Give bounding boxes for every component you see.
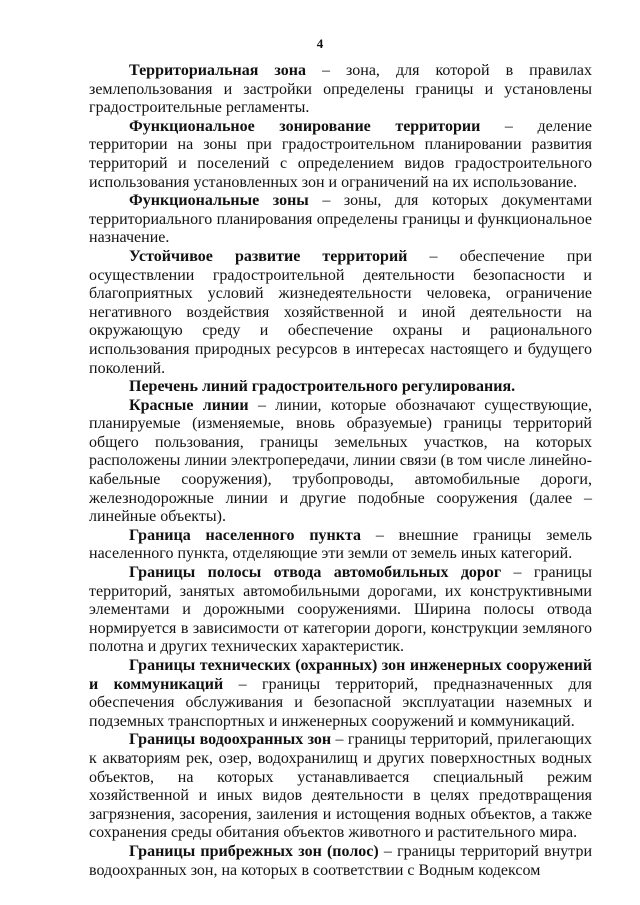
definition: – границы территорий, предназначенных для обеспечения обслуживания и безопасной эксплуатации наземных и подземных транспортных и инженерных сооружений и коммуникаций. — [89, 675, 592, 730]
term: Функциональные зоны — [129, 192, 309, 210]
paragraph-red-lines — [89, 397, 592, 527]
paragraph-sustainable-development — [89, 248, 592, 378]
document-body — [89, 62, 592, 880]
paragraph-functional-zoning — [89, 118, 592, 192]
paragraph-water-protection-zones — [89, 731, 592, 843]
term: Границы водоохранных зон — [129, 731, 332, 749]
heading-text: Перечень линий градостроительного регулирования. — [129, 378, 516, 396]
term: Границы прибрежных зон (полос) — [129, 842, 379, 860]
term: Границы технических (охранных) зон инженерных сооружений и коммуникаций — [89, 657, 592, 693]
page-number: 4 — [316, 36, 324, 51]
paragraph-coastal-zones — [89, 843, 592, 880]
term: Территориальная зона — [129, 62, 306, 79]
paragraph-territorial-zone — [89, 62, 592, 118]
paragraph-settlement-boundary — [89, 527, 592, 564]
definition: – обеспечение при осуществлении градостроительной деятельности безопасности и благоприятных условий жизнедеятельности человека, ограничение негативного воздействия хозяйственной и иной деятельности на окружающую среду и обеспечение охраны и рационального использования природных ресурсов в интересах настоящего и будущего поколений. — [89, 247, 593, 377]
definition: – деление территории на зоны при градостроительном планировании развития территорий и поселений с определением видов градостроительного использования установленных зон и ограничений на их использование. — [89, 117, 592, 191]
definition: – границы территорий, занятых автомобильными дорогами, их конструктивными элементами и дорожными сооружениями. Ширина полосы отвода нормируется в зависимости от категории дороги, конструкции земляного полотна и других технических характеристик. — [89, 564, 592, 656]
term: Функциональное зонирование территории — [129, 117, 481, 135]
paragraph-road-allotment — [89, 564, 592, 657]
definition: – границы территорий внутри водоохранных зон, на которых в соответствии с Водным кодексом — [89, 842, 593, 879]
paragraph-functional-zones — [89, 192, 592, 248]
definition: – границы территорий, прилегающих к акваториям рек, озер, водохранилищ и других поверхностных водных объектов, на которых устанавливается специальный режим хозяйственной и иных видов деятельности в целях предотвращения загрязнения, засорения, заиления и истощения водных объектов, а также сохранения среды обитания объектов животного и растительного мира. — [89, 731, 592, 842]
definition: – внешние границы земель населенного пункта, отделяющие эти земли от земель иных категорий. — [89, 526, 593, 563]
term: Красные линии — [129, 396, 249, 414]
term: Граница населенного пункта — [129, 526, 362, 544]
definition: – линии, которые обозначают существующие, планируемые (изменяемые, вновь образуемые) границы территорий общего пользования, границы земельных участков, на которых расположены линии электропередачи, линии связи (в том числе линейно-кабельные сооружения), трубопроводы, автомобильные дороги, железнодорожные линии и другие подобные сооружения (далее – линейные объекты). — [89, 396, 593, 526]
term: Границы полосы отвода автомобильных дорог — [129, 564, 502, 582]
definition: – зоны, для которых документами территориального планирования определены границы и функциональное назначение. — [89, 192, 593, 247]
paragraph-technical-zones — [89, 657, 592, 731]
term: Устойчивое развитие территорий — [129, 247, 408, 265]
section-heading — [89, 378, 592, 397]
definition: – зона, для которой в правилах землепользования и застройки определены границы и установлены градостроительные регламенты. — [89, 62, 593, 117]
